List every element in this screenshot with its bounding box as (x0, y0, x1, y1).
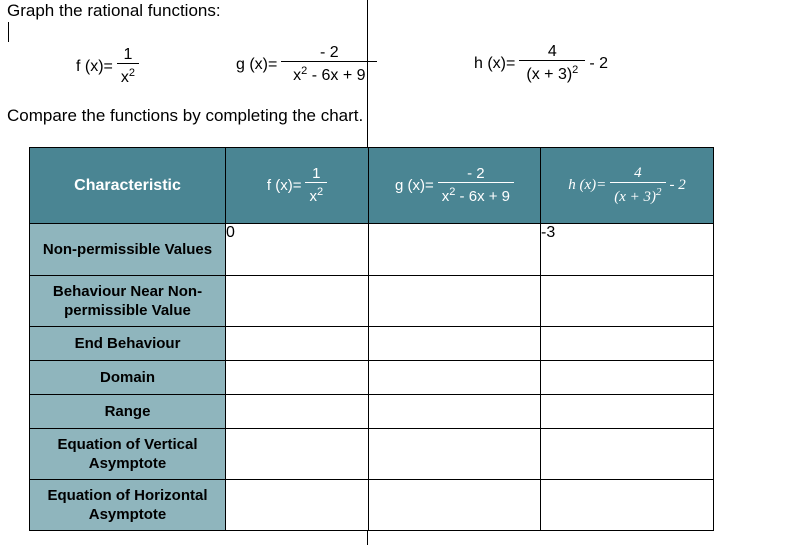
comparison-table (29, 147, 714, 531)
table-header-row (30, 148, 714, 224)
header-g (369, 148, 541, 224)
cell-h[interactable] (541, 480, 714, 531)
equation-g (236, 44, 377, 85)
row-label: Domain (30, 361, 226, 395)
header-g-numerator: - 2 (467, 165, 485, 182)
header-h-name: h (x)= (568, 177, 607, 193)
cell-f[interactable] (226, 395, 369, 429)
h-tail: - 2 (589, 54, 609, 72)
table-row (30, 327, 714, 361)
f-numerator: 1 (123, 46, 133, 63)
header-g-denominator-b: - 6x + 9 (455, 188, 510, 205)
cell-f[interactable] (226, 361, 369, 395)
header-f (226, 148, 369, 224)
h-numerator: 4 (547, 43, 557, 60)
header-h-denominator: (x + 3) (614, 188, 657, 205)
cell-f[interactable] (226, 276, 369, 327)
cell-g[interactable] (369, 429, 541, 480)
cell-g[interactable] (369, 480, 541, 531)
equation-h (474, 43, 608, 84)
page-heading: Graph the rational functions: (7, 1, 221, 20)
cell-h[interactable] (541, 276, 714, 327)
cell-g[interactable] (369, 327, 541, 361)
cell-g[interactable] (369, 395, 541, 429)
cell-h[interactable] (541, 395, 714, 429)
header-f-name: f (x)= (266, 177, 302, 194)
header-f-exponent: 2 (316, 186, 324, 198)
cell-f[interactable] (226, 429, 369, 480)
g-denominator-a: x (293, 67, 302, 84)
instruction-text: Compare the functions by completing the chart. (7, 106, 364, 125)
header-h-numerator: 4 (634, 164, 642, 181)
h-denominator: (x + 3) (526, 66, 573, 83)
table-row (30, 361, 714, 395)
header-g-name: g (x)= (395, 177, 434, 194)
header-h-tail: - 2 (669, 177, 686, 193)
row-label: Non-permissible Values (30, 224, 226, 276)
cell-h[interactable] (541, 361, 714, 395)
cell-g[interactable] (369, 224, 541, 276)
h-fraction (519, 43, 585, 84)
g-denominator-b: - 6x + 9 (307, 67, 366, 84)
f-fraction (117, 46, 139, 87)
cell-g[interactable] (369, 276, 541, 327)
f-exponent: 2 (128, 67, 136, 79)
row-label: Equation of Vertical Asymptote (30, 429, 226, 480)
h-exponent: 2 (572, 64, 579, 76)
header-g-denominator-a: x (441, 188, 450, 205)
table-row (30, 276, 714, 327)
row-label: Range (30, 395, 226, 429)
g-name: g (x)= (236, 55, 278, 73)
f-name: f (x)= (76, 57, 113, 75)
header-h-exponent: 2 (656, 185, 662, 198)
text-cursor (8, 22, 9, 42)
table-row (30, 395, 714, 429)
g-denominator-wrap (289, 62, 369, 85)
cell-g[interactable] (369, 361, 541, 395)
h-denominator-wrap (522, 61, 582, 84)
g-fraction (281, 44, 377, 85)
cell-f[interactable] (226, 327, 369, 361)
row-label: Equation of Horizontal Asymptote (30, 480, 226, 531)
table-row (30, 429, 714, 480)
table-row (30, 224, 714, 276)
g-exponent: 2 (301, 65, 308, 77)
cell-h[interactable]: -3 (541, 224, 714, 276)
h-name: h (x)= (474, 54, 516, 72)
g-numerator: - 2 (320, 44, 339, 61)
cell-h[interactable] (541, 429, 714, 480)
row-label: End Behaviour (30, 327, 226, 361)
header-characteristic: Characteristic (30, 148, 226, 224)
cell-h[interactable] (541, 327, 714, 361)
cell-f[interactable] (226, 480, 369, 531)
table-row (30, 480, 714, 531)
header-h (541, 148, 714, 224)
header-g-exponent: 2 (449, 186, 456, 198)
row-label: Behaviour Near Non-permissible Value (30, 276, 226, 327)
f-denominator-wrap (117, 64, 139, 87)
cell-f[interactable]: 0 (226, 224, 369, 276)
f-denominator: x (120, 69, 129, 86)
equation-f (76, 46, 139, 87)
header-f-numerator: 1 (312, 165, 321, 182)
header-f-denominator: x (309, 188, 317, 205)
